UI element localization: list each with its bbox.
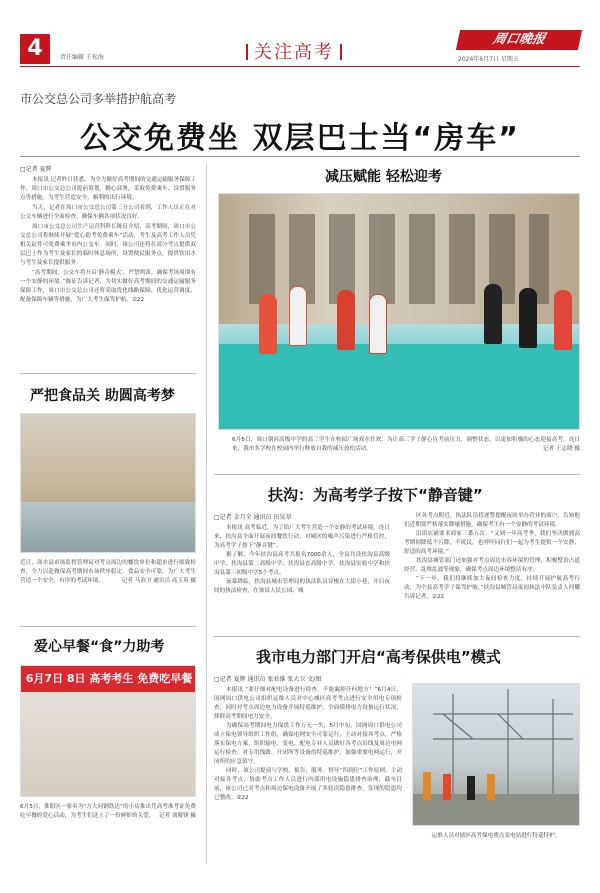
fugou-paragraph: “下一步，我们将继续加大夜间检查力度，持续开展护航高考行动，为全县高考学子保驾护航。”扶沟县城管局夜间执法中队负责人何耀告诉记者。②22 xyxy=(404,576,580,600)
fugou-paragraph: 沿街店铺要求商家三番五次：“又到一年高考季，我们坚决做到高考期间降低不污降，不扰民，也呼吁同行们一起为考生提供一个安静、舒适的高考环境。” xyxy=(404,531,580,555)
stress-story-heading: 减压赋能 轻松迎考 xyxy=(325,169,442,185)
page-number: 4 xyxy=(20,34,50,64)
power-story-caption: 运维人员对辖区高考保电重点变电站进行特巡特护。 xyxy=(431,833,561,839)
fugou-paragraph: 据了解，今年扶沟县高考共报名7000余人，全县共设扶沟县高级中学、扶沟县第二高级中学、扶沟县直高级中学、扶沟县实验中学和扶沟县第三初级中学5个考点。 xyxy=(214,552,390,576)
fugou-story-right-column xyxy=(404,512,580,602)
newspaper-logo: 周口晚报 xyxy=(456,30,582,50)
student-figure xyxy=(259,294,277,354)
substation-photo xyxy=(412,683,580,826)
power-paragraph: 同时，该公司提前与学校、报告、服务、督导“四到位”工作原则，主动对接各考点，协助考点工作人员进行内部用电设施隐患排查治理，截至目前，该公司已对考点和周边保电设备开展了多轮次隐患排查，发现的隐患均已整改。②22 xyxy=(214,768,402,801)
splash-pool xyxy=(219,344,580,430)
page-header xyxy=(0,0,600,62)
top-story-paragraph: 本报讯 记者昨日获悉，为全力做好高考期间的交通运输服务保障工作，周口市公交总公司提前筹划，精心部署，采取免费乘车、设置服务点等措施，为考生营造安全、顺利的出行环境。 xyxy=(20,177,196,201)
meal-story-caption xyxy=(20,803,196,821)
fugou-paragraph: 扶沟县城管部门还加强对考点周边市容环境的管理，积极整治占道经营、乱堆乱放等现象，确保考点周边环境整洁有序。 xyxy=(404,558,580,573)
student-figure xyxy=(369,294,387,354)
top-story-paragraph: “高考期间，公交车将开启‘静音模式’，严禁鸣笛，确保考场周围有一个安静的环境。”陈征告诉记者，为切实做好高考期间的交通运输服务保障工作，周口市公交总公司还将采取优化线路保障、优化运营调度、配备保障车辆等措施，为广大考生保驾护航。②22 xyxy=(20,270,196,303)
water-play-photo xyxy=(218,193,580,430)
top-story-paragraph: 当天，记者在周口市公交总公司第三分公司看到，工作人员正在对公交车辆进行全面检查，确保车辆各项状况良好。 xyxy=(20,205,196,220)
header-rule xyxy=(20,66,580,67)
top-story-byline: □记者 夏辉 xyxy=(20,166,52,173)
issue-date: 2024年6月7日 星期五 xyxy=(458,56,519,63)
top-story-headline: 公交免费坐 双层巴士当“房车” xyxy=(80,121,520,156)
student-figure xyxy=(484,284,502,344)
food-inspection-photo xyxy=(20,413,196,553)
student-figure xyxy=(289,286,307,346)
fugou-paragraph: 本报讯 高考临近，为了给广大考生营造一个安静的考试环境，连日来，扶沟县全面开展夜间餐饮行动，对城区的噪声污染进行严格管控，为高考学子按下“静音键”。 xyxy=(214,525,390,549)
power-story-body xyxy=(214,674,402,803)
editor-info: 责任编辑 王松海 xyxy=(60,54,104,61)
top-story-kicker: 市公交总公司多举措护航高考 xyxy=(20,92,177,106)
meal-story-heading: 爱心早餐“食”力助考 xyxy=(34,639,165,655)
caption-text: 6月5日，淮阳区一家名为“方大同钢铁达”的小店推出凭高考准考证免费吃早餐的爱心活动，为考生们送上了一份鲜虾的关爱。 xyxy=(20,804,196,819)
section-divider xyxy=(214,474,580,475)
breakfast-banner: 6月7日 8日 高考考生 免费吃早餐 xyxy=(21,666,196,692)
caption-credit: 记者 刘俊锋 摄 xyxy=(158,813,196,819)
student-figure xyxy=(519,288,537,348)
free-breakfast-photo xyxy=(20,665,196,797)
section-title: 关注高考 xyxy=(240,38,348,64)
section-divider xyxy=(214,636,580,637)
substation-illustration xyxy=(413,684,580,826)
headline-rule xyxy=(20,156,580,157)
fugou-story-left-column xyxy=(214,512,390,596)
power-paragraph: 本报讯 “要仔细对配电设备进行检查，不能漏掉任何地方！”6月4日，国网周口供电公司组织运维人员对中心城区高考考点进行安全用电专项检查，同时对考点周边电力设备开展特巡维护，全面摸排电力设备运行状况，排除高考期间电力安全。 xyxy=(214,687,402,720)
fugou-paragraph: 夜幕降临，扶沟县城市管理局的执法队员穿梭在大街小巷，开启夜间的执法检查，在该县人民公园、城 xyxy=(214,579,390,594)
top-story-paragraph: 周口市公交总公司生产运营科科长陈征介绍，高考期间，周口市公交总公司将继续开展“爱心助考免费乘车”活动，考生及高考工作人员凭相关证件可免费乘坐市内公交车。同时，该公司还将在部分考点提供双层巴士作为考生及家长的临时休息场所，设置便民服务点，提供饮用水与考生及家长提供服务。 xyxy=(20,224,196,266)
power-story-heading: 我市电力部门开启“高考保供电”模式 xyxy=(256,648,501,666)
section-divider xyxy=(20,626,196,627)
power-story-byline: □记者 夏辉 通讯员 张亚维 张大卫 文/图 xyxy=(214,676,322,683)
top-story-body xyxy=(20,164,196,306)
food-story-heading: 严把食品关 助圆高考梦 xyxy=(30,388,175,404)
caption-credit: 记者 王志晓 摄 xyxy=(542,446,580,452)
fugou-paragraph: 区各考点附近，执法队员将逐警提醒夜间举办营业的商户，告知他们近期要严格落实降噪措施，确保考生有一个安静的考试环境。 xyxy=(404,513,580,528)
caption-credit: 记者 马治卫 通讯员 高玉英 摄 xyxy=(121,578,196,584)
caption-text: 近日，商水县市场监督管理局对考点周边的餐饮单位和超市进行细致检查，全力以赴做保高考期间市场秩序稳定，食品安全可靠，为广大考生营造一个安全、有序的考试环境。 xyxy=(20,560,196,584)
column-divider xyxy=(206,164,207,864)
section-divider xyxy=(20,373,196,374)
caption-text: 6月5日，周口朝河高级中学的高三学生在校园广场戏水狂欢。为让高三学子静心待考前压力，调整状态，以更加积极的心态迎接高考，连日来，我市多学校在校园内举行释放自我的减压放松活动。 xyxy=(232,437,580,452)
power-paragraph: 为确保高考期间电力保供工作万无一失，5月中旬，国网周口供电公司成立保电领导组织工作组，确保电网安全可靠运行，主动对接各考点，严格落实保电方案，组织输电、变电、配电专业人员做好各考点沿线及周边电网运行检查，对专用线路、开闭所等设备的特巡维护，加强重要电网运行，开闭所的应急值守。 xyxy=(214,723,402,765)
fugou-story-byline: □记者 金月全 通讯员 田昊翠 xyxy=(214,514,292,521)
stress-story-caption xyxy=(232,436,580,454)
food-counter xyxy=(21,502,196,553)
fugou-story-heading: 扶沟：为高考学子按下“静音键” xyxy=(268,486,483,504)
student-figure xyxy=(554,290,572,350)
food-story-caption xyxy=(20,559,196,586)
student-figure xyxy=(337,290,355,350)
